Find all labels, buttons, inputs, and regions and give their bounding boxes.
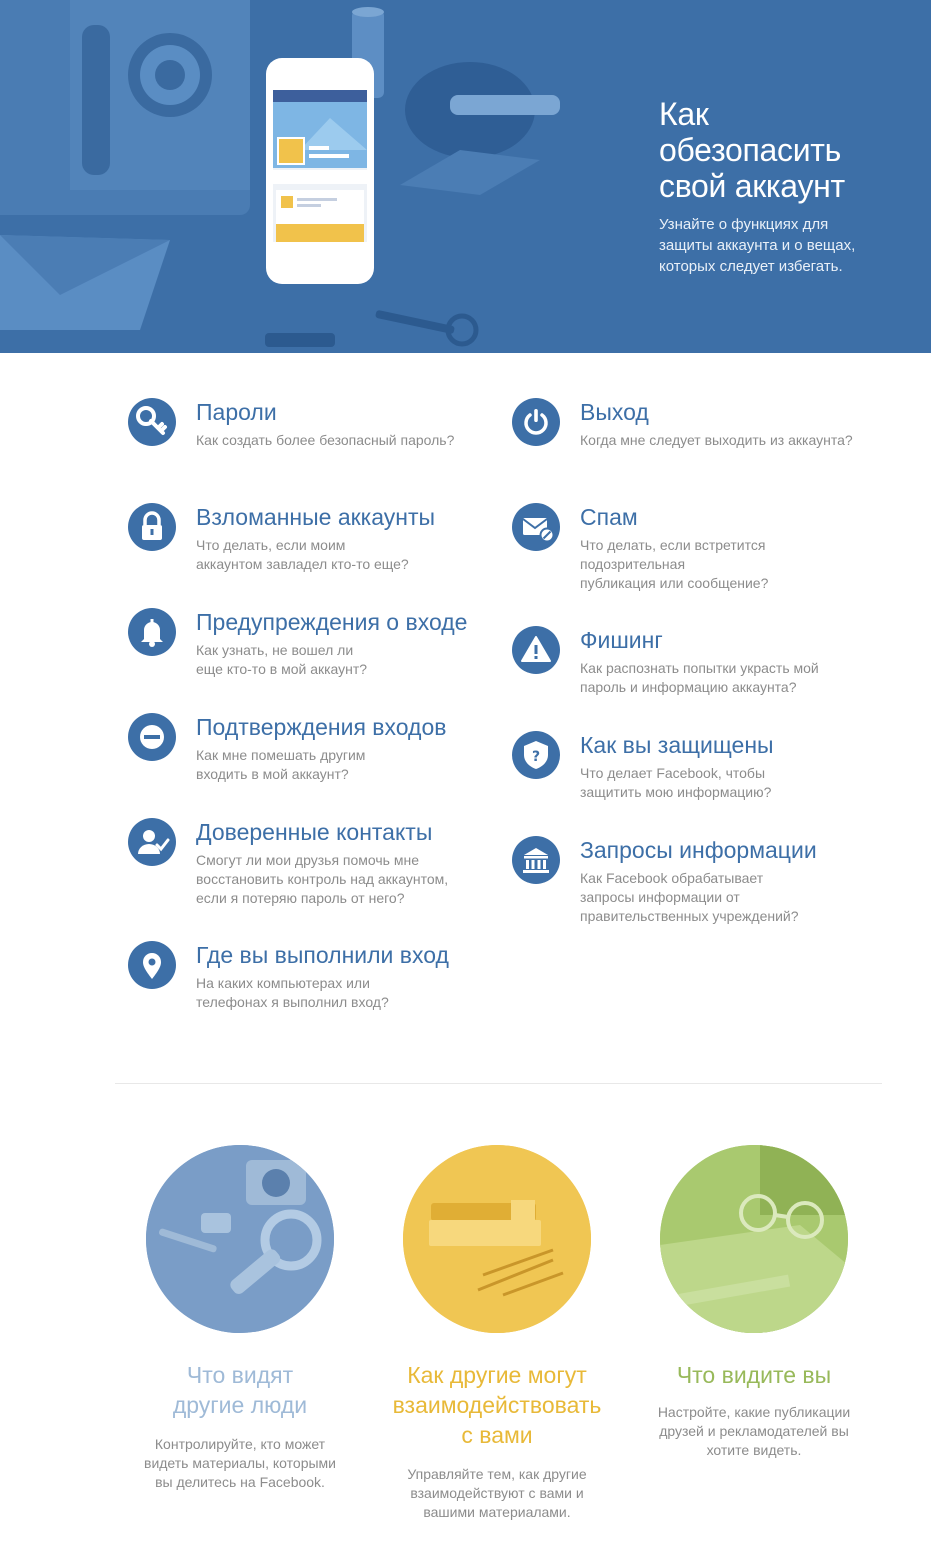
power-icon — [512, 398, 560, 446]
warning-icon — [512, 626, 560, 674]
card-how-others-interact[interactable] — [372, 1145, 622, 1525]
hero-text — [659, 96, 919, 277]
topic-title[interactable]: Выход — [580, 399, 649, 425]
topic-how-protected[interactable] — [512, 731, 892, 806]
topic-description: Когда мне следует выходить из аккаунта? — [580, 432, 853, 448]
topic-description: Как создать более безопасный пароль? — [196, 432, 455, 448]
topic-phishing[interactable] — [512, 626, 892, 701]
topic-title[interactable]: Запросы информации — [580, 837, 817, 863]
location-pin-icon — [128, 941, 176, 989]
topic-passwords[interactable] — [128, 398, 498, 458]
bell-icon — [128, 608, 176, 656]
hero-subtitle: Узнайте о функциях для защиты аккаунта и о вещах, которых следует избегать. — [659, 216, 856, 275]
topic-description: Что делать, если моим аккаунтом завладел кто-то еще? — [196, 537, 409, 572]
lock-icon — [128, 503, 176, 551]
svg-text:?: ? — [531, 749, 541, 765]
key-icon — [128, 398, 176, 446]
topic-hacked-accounts[interactable] — [128, 503, 498, 578]
topic-title[interactable]: Как вы защищены — [580, 732, 774, 758]
shield-question-icon — [512, 731, 560, 779]
section-divider — [115, 1083, 882, 1084]
topic-description: Как мне помешать другим входить в мой аккаунт? — [196, 747, 366, 782]
user-check-icon — [128, 818, 176, 866]
topic-login-alerts[interactable] — [128, 608, 498, 683]
card-illustration-security-tools — [146, 1145, 334, 1333]
hero-banner — [0, 0, 931, 353]
topic-description: Как узнать, не вошел ли еще кто-то в мой аккаунт? — [196, 642, 368, 677]
topic-info-requests[interactable] — [512, 836, 892, 931]
card-description: Контролируйте, кто может видеть материалы, которыми вы делитесь на Facebook. — [144, 1436, 336, 1490]
topic-login-approvals[interactable] — [128, 713, 498, 788]
card-description: Настройте, какие публикации друзей и рекламодателей вы хотите видеть. — [657, 1404, 851, 1458]
topic-title[interactable]: Где вы выполнили вход — [196, 942, 449, 968]
topic-description: Как Facebook обрабатывает запросы информации от правительственных учреждений? — [580, 870, 799, 924]
minus-circle-icon — [128, 713, 176, 761]
topic-title[interactable]: Взломанные аккаунты — [196, 504, 436, 530]
topic-title[interactable]: Доверенные контакты — [196, 819, 433, 845]
page-title: Как обезопасить свой аккаунт — [659, 96, 845, 204]
card-title[interactable]: Что видите вы — [676, 1362, 832, 1388]
government-building-icon — [512, 836, 560, 884]
card-illustration-stapler — [403, 1145, 591, 1333]
topic-description: Что делать, если встретится подозрительная публикация или сообщение? — [580, 537, 769, 591]
topic-description: Смогут ли мои друзья помочь мне восстановить контроль над аккаунтом, если я потеряю пароль от него? — [196, 852, 449, 906]
topic-where-logged-in[interactable] — [128, 941, 498, 1016]
card-what-others-see[interactable] — [115, 1145, 365, 1505]
topic-spam[interactable] — [512, 503, 892, 598]
topic-title[interactable]: Фишинг — [580, 627, 663, 653]
topic-title[interactable]: Пароли — [196, 399, 277, 425]
topic-title[interactable]: Предупреждения о входе — [196, 609, 468, 635]
card-illustration-glasses — [660, 1145, 848, 1333]
topic-description: Как распознать попытки украсть мой пароль и информацию аккаунта? — [580, 660, 819, 695]
card-title[interactable]: Что видят другие люди — [172, 1362, 308, 1418]
card-description: Управляйте тем, как другие взаимодействуют с вами и вашими материалами. — [407, 1466, 587, 1520]
envelope-block-icon — [512, 503, 560, 551]
card-what-you-see[interactable] — [629, 1145, 879, 1475]
topic-trusted-contacts[interactable] — [128, 818, 498, 913]
card-title[interactable]: Как другие могут взаимодействовать с вами — [392, 1362, 602, 1448]
topic-title[interactable]: Спам — [580, 504, 638, 530]
topic-logout[interactable] — [512, 398, 892, 458]
topic-description: На каких компьютерах или телефонах я выполнил вход? — [196, 975, 389, 1010]
topic-title[interactable]: Подтверждения входов — [196, 714, 447, 740]
topic-description: Что делает Facebook, чтобы защитить мою информацию? — [580, 765, 772, 800]
